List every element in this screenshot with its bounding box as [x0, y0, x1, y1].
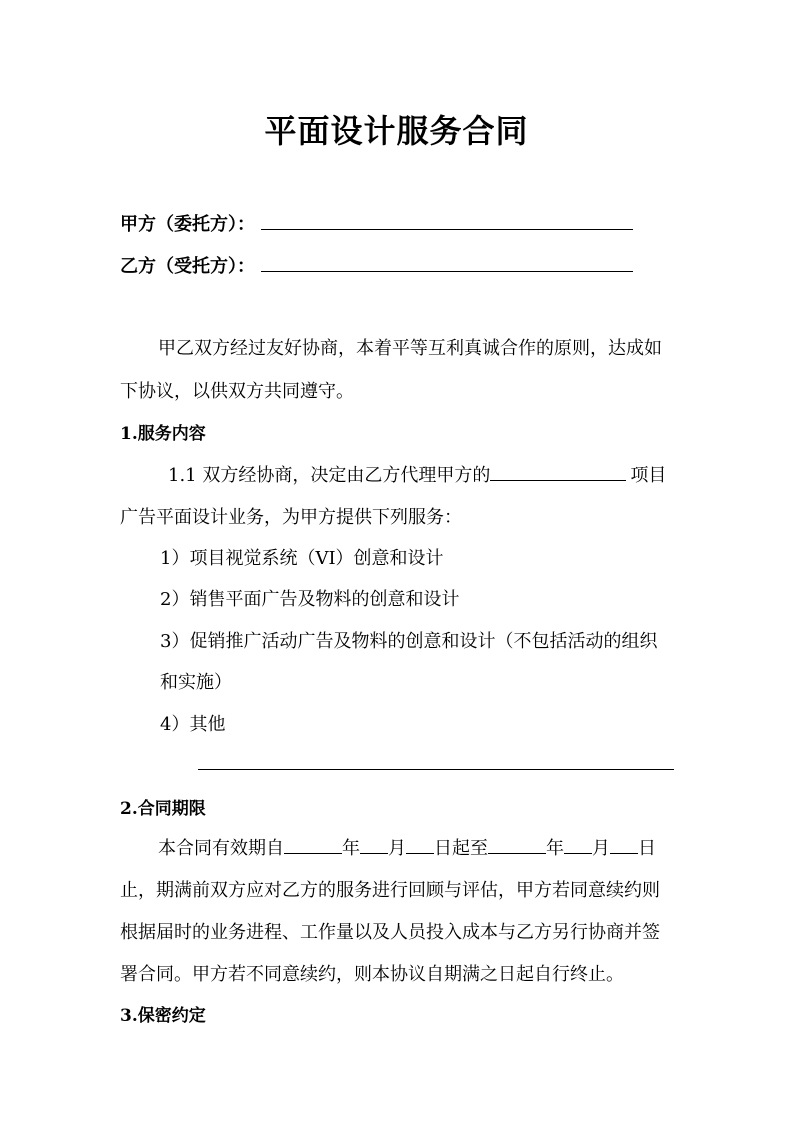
start-year-blank[interactable]: [284, 835, 342, 854]
year-label-2: 年: [546, 838, 564, 859]
month-label-2: 月: [592, 838, 610, 859]
party-a-blank[interactable]: [261, 211, 633, 230]
clause-1-1: [168, 461, 666, 487]
term-line-3: 根据届时的业务进程、工作量以及人员投入成本与乙方另行协商并签: [120, 922, 660, 943]
day-label-2: 日: [638, 838, 656, 859]
service-item-1: 1）项目视觉系统（VI）创意和设计: [160, 548, 444, 569]
start-day-blank[interactable]: [406, 835, 434, 854]
clause-1-1-suffix: 项目: [630, 465, 667, 486]
service-item-3-line-1: 3）促销推广活动广告及物料的创意和设计（不包括活动的组织: [160, 631, 658, 652]
other-services-blank[interactable]: [198, 769, 674, 770]
month-label: 月: [388, 838, 406, 859]
intro-line-2: 下协议，以供双方共同遵守。: [120, 381, 354, 402]
party-b-blank[interactable]: [261, 253, 633, 272]
term-from-label: 本合同有效期自: [158, 838, 284, 859]
service-item-3-line-2: 和实施）: [160, 672, 232, 693]
end-year-blank[interactable]: [488, 835, 546, 854]
document-title: 平面设计服务合同: [264, 112, 529, 150]
day-to-label: 日起至: [434, 838, 488, 859]
section-3-heading: 3.保密约定: [120, 1006, 206, 1026]
service-item-4: 4）其他: [160, 714, 226, 735]
end-day-blank[interactable]: [610, 835, 638, 854]
term-line-4: 署合同。甲方若不同意续约，则本协议自期满之日起自行终止。: [120, 964, 624, 985]
service-item-2: 2）销售平面广告及物料的创意和设计: [160, 589, 460, 610]
start-month-blank[interactable]: [360, 835, 388, 854]
section-1-heading: 1.服务内容: [120, 424, 206, 444]
clause-1-1-prefix: 1.1 双方经协商，决定由乙方代理甲方的: [168, 465, 491, 486]
party-a-row: [120, 210, 633, 236]
section-2-heading: 2.合同期限: [120, 799, 206, 819]
project-name-blank[interactable]: [490, 462, 626, 481]
clause-1-1-line-2: 广告平面设计业务，为甲方提供下列服务：: [120, 507, 462, 528]
end-month-blank[interactable]: [564, 835, 592, 854]
intro-line-1: 甲乙双方经过友好协商，本着平等互利真诚合作的原则，达成如: [158, 338, 662, 359]
term-line-1: [158, 834, 656, 860]
party-a-label: 甲方（委托方）：: [120, 214, 255, 235]
term-line-2: 止，期满前双方应对乙方的服务进行回顾与评估，甲方若同意续约则: [120, 880, 660, 901]
party-b-row: [120, 252, 633, 278]
party-b-label: 乙方（受托方）：: [120, 256, 255, 277]
year-label: 年: [342, 838, 360, 859]
